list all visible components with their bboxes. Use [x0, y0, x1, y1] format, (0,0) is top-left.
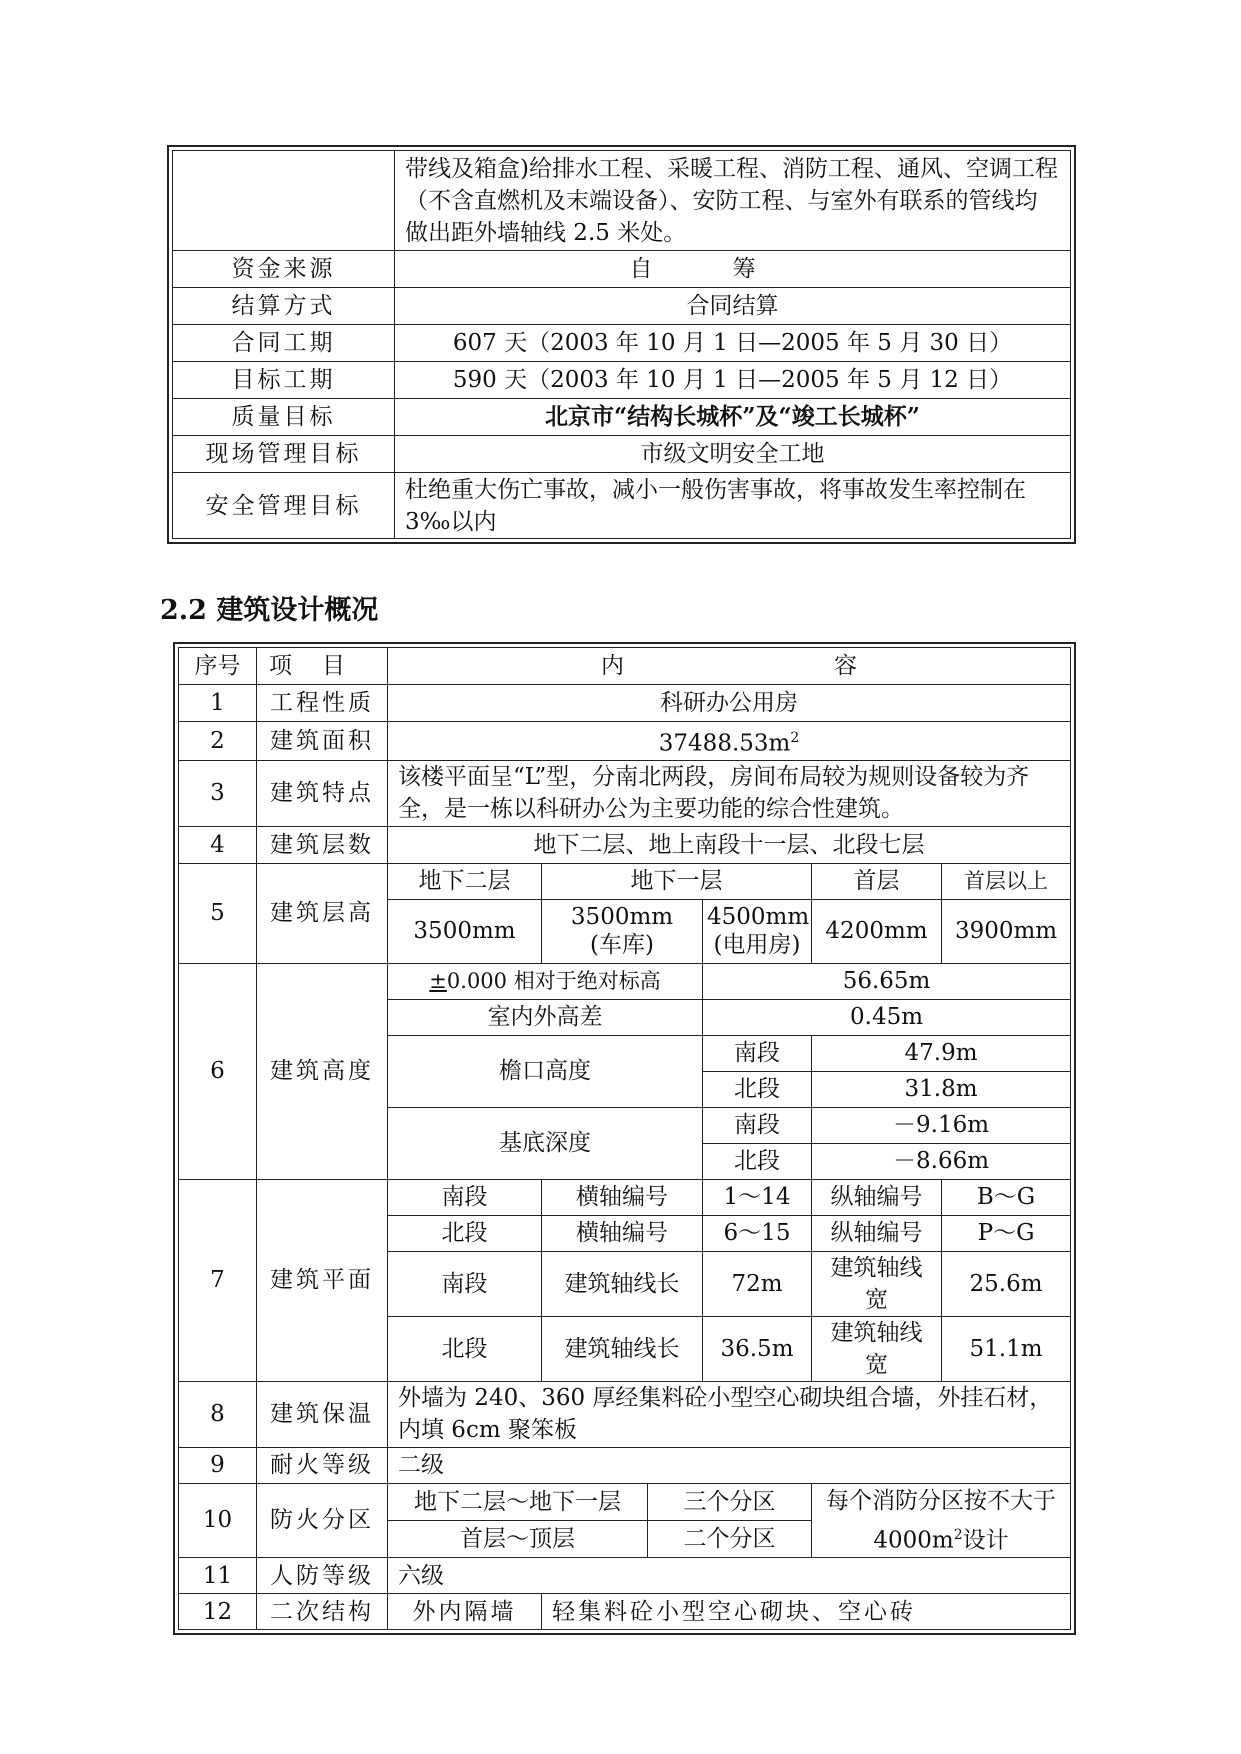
- eave-height-value: 31.8m: [812, 1071, 1071, 1107]
- header-content-a: 内: [601, 653, 835, 679]
- plan-segment: 北段: [388, 1215, 542, 1251]
- row-no: 11: [179, 1558, 257, 1594]
- row-no: 6: [179, 963, 257, 1179]
- floor-height-note: (电用房): [713, 932, 801, 959]
- row-item: 耐火等级: [257, 1447, 388, 1483]
- header-content: [388, 648, 1071, 685]
- row-value: 轻集料砼小型空心砌块、空心砖: [542, 1594, 1071, 1630]
- floor-height-number: 3500mm: [570, 904, 674, 931]
- row-no: 2: [179, 722, 257, 761]
- row-item: 建筑特点: [257, 760, 388, 826]
- area-unit-sup: 2: [790, 730, 800, 746]
- zero-elevation-label: [388, 963, 703, 999]
- row-value: 590 天（2003 年 10 月 1 日—2005 年 5 月 12 日）: [395, 362, 1071, 399]
- plan-key: 建筑轴线长: [542, 1316, 703, 1381]
- row-item: 防火分区: [257, 1483, 388, 1558]
- plan-value: 36.5m: [703, 1316, 812, 1381]
- row-value: [388, 722, 1071, 761]
- row-value: 杜绝重大伤亡事故，减小一般伤害事故，将事故发生率控制在 3‰以内: [395, 473, 1071, 539]
- header-content-b: 容: [834, 653, 858, 679]
- floor-height-note: (车库): [590, 932, 654, 959]
- floor-height-value: 3900mm: [942, 899, 1071, 963]
- row-value: [395, 399, 1071, 436]
- row-value: 科研办公用房: [388, 685, 1071, 722]
- segment-label: 南段: [703, 1035, 812, 1071]
- row-item: 工程性质: [257, 685, 388, 722]
- floor-height-header: 首层: [812, 863, 942, 899]
- plan-value: 72m: [703, 1251, 812, 1316]
- plus-minus-symbol: ±: [429, 969, 447, 994]
- floor-height-value: [703, 899, 812, 963]
- row-item: 人防等级: [257, 1558, 388, 1594]
- plan-value: 25.6m: [942, 1251, 1071, 1316]
- base-depth-value: －8.66m: [812, 1143, 1071, 1179]
- quality-goal-value: 北京市“结构长城杯”及“竣工长城杯”: [545, 403, 920, 430]
- section-title: 2.2 建筑设计概况: [160, 595, 379, 626]
- row-no: 10: [179, 1483, 257, 1558]
- row-no: 5: [179, 863, 257, 963]
- plan-segment: 南段: [388, 1251, 542, 1316]
- fire-zone-note-tail: 设计: [962, 1527, 1009, 1554]
- empty-label-cell: [173, 151, 395, 251]
- row-value: 外墙为 240、360 厚经集料砼小型空心砌块组合墙，外挂石材，内填 6cm 聚笨板: [388, 1381, 1071, 1447]
- base-depth-value: －9.16m: [812, 1107, 1071, 1143]
- area-value: 37488.53m: [658, 730, 791, 757]
- row-label: 质量目标: [173, 399, 395, 436]
- segment-label: 北段: [703, 1143, 812, 1179]
- row-item: 建筑面积: [257, 722, 388, 761]
- segment-label: 北段: [703, 1071, 812, 1107]
- row-value: 二级: [388, 1447, 1071, 1483]
- fire-zone-note-sup: 2: [953, 1526, 963, 1543]
- row-no: 4: [179, 826, 257, 863]
- row-label: 合同工期: [173, 325, 395, 362]
- row-item: 建筑层高: [257, 863, 388, 963]
- fire-zone-value: 三个分区: [648, 1483, 812, 1520]
- plan-key: 建筑轴线宽: [812, 1316, 942, 1381]
- partition-sub-label: 外内隔墙: [388, 1594, 542, 1630]
- row-value: 六级: [388, 1558, 1071, 1594]
- plan-segment: 北段: [388, 1316, 542, 1381]
- row-item: 建筑高度: [257, 963, 388, 1179]
- row-no: 9: [179, 1447, 257, 1483]
- floor-height-value: [542, 899, 703, 963]
- fire-zone-note-area: 4000m: [873, 1527, 954, 1554]
- row-no: 12: [179, 1594, 257, 1630]
- fund-source-value: 自筹: [629, 256, 836, 282]
- eave-height-value: 47.9m: [812, 1035, 1071, 1071]
- row-no: 3: [179, 760, 257, 826]
- row-value: 合同结算: [395, 288, 1071, 325]
- floor-height-value: 4200mm: [812, 899, 942, 963]
- plan-key: 纵轴编号: [812, 1215, 942, 1251]
- plan-key: 建筑轴线宽: [812, 1251, 942, 1316]
- plan-value: B～G: [942, 1179, 1071, 1215]
- fire-zone-value: 二个分区: [648, 1520, 812, 1557]
- row-label: 现场管理目标: [173, 436, 395, 473]
- zero-label-text: 0.000 相对于绝对标高: [446, 969, 661, 994]
- height-diff-label: 室内外高差: [388, 999, 703, 1035]
- floor-height-value: 3500mm: [388, 899, 542, 963]
- plan-key: 横轴编号: [542, 1179, 703, 1215]
- row-item: 建筑保温: [257, 1381, 388, 1447]
- plan-value: P～G: [942, 1215, 1071, 1251]
- row-value: 607 天（2003 年 10 月 1 日—2005 年 5 月 30 日）: [395, 325, 1071, 362]
- plan-key: 建筑轴线长: [542, 1251, 703, 1316]
- floor-height-header: 首层以上: [942, 863, 1071, 899]
- row-label: 安全管理目标: [173, 473, 395, 539]
- height-diff-value: 0.45m: [703, 999, 1071, 1035]
- building-design-table: [178, 647, 1071, 1630]
- segment-label: 南段: [703, 1107, 812, 1143]
- fire-zone-label: 地下二层～地下一层: [388, 1483, 648, 1520]
- project-overview-table: [172, 150, 1071, 539]
- row-item: 建筑层数: [257, 826, 388, 863]
- row-item: 二次结构: [257, 1594, 388, 1630]
- row-value: 该楼平面呈“L”型，分南北两段，房间布局较为规则设备较为齐全，是一栋以科研办公为主要功能的综合性建筑。: [388, 760, 1071, 826]
- floor-height-number: 4500mm: [707, 904, 810, 931]
- row-no: 7: [179, 1179, 257, 1381]
- fire-zone-note-line1: 每个消防分区按不大于: [826, 1487, 1057, 1514]
- plan-key: 纵轴编号: [812, 1179, 942, 1215]
- floor-height-header: 地下二层: [388, 863, 542, 899]
- row-value: [395, 251, 1071, 288]
- zero-elevation-value: 56.65m: [703, 963, 1071, 999]
- row-label: 结算方式: [173, 288, 395, 325]
- base-depth-label: 基底深度: [388, 1107, 703, 1179]
- header-item-text: 项目: [269, 653, 375, 679]
- scope-text: 带线及箱盒)给排水工程、采暖工程、消防工程、通风、空调工程（不含直燃机及末端设备）、安防工程、与室外有联系的管线均做出距外墙轴线 2.5 米处。: [395, 151, 1071, 251]
- header-item: [257, 648, 388, 685]
- floor-height-header: 地下一层: [542, 863, 812, 899]
- row-item: 建筑平面: [257, 1179, 388, 1381]
- plan-value: 6～15: [703, 1215, 812, 1251]
- plan-segment: 南段: [388, 1179, 542, 1215]
- plan-value: 51.1m: [942, 1316, 1071, 1381]
- row-no: 8: [179, 1381, 257, 1447]
- plan-value: 1～14: [703, 1179, 812, 1215]
- plan-key: 横轴编号: [542, 1215, 703, 1251]
- fire-zone-note: [812, 1483, 1071, 1558]
- row-label: 资金来源: [173, 251, 395, 288]
- row-value: 市级文明安全工地: [395, 436, 1071, 473]
- fire-zone-label: 首层～顶层: [388, 1520, 648, 1557]
- row-no: 1: [179, 685, 257, 722]
- eave-height-label: 檐口高度: [388, 1035, 703, 1107]
- row-value: 地下二层、地上南段十一层、北段七层: [388, 826, 1071, 863]
- row-label: 目标工期: [173, 362, 395, 399]
- header-no: 序号: [179, 648, 257, 685]
